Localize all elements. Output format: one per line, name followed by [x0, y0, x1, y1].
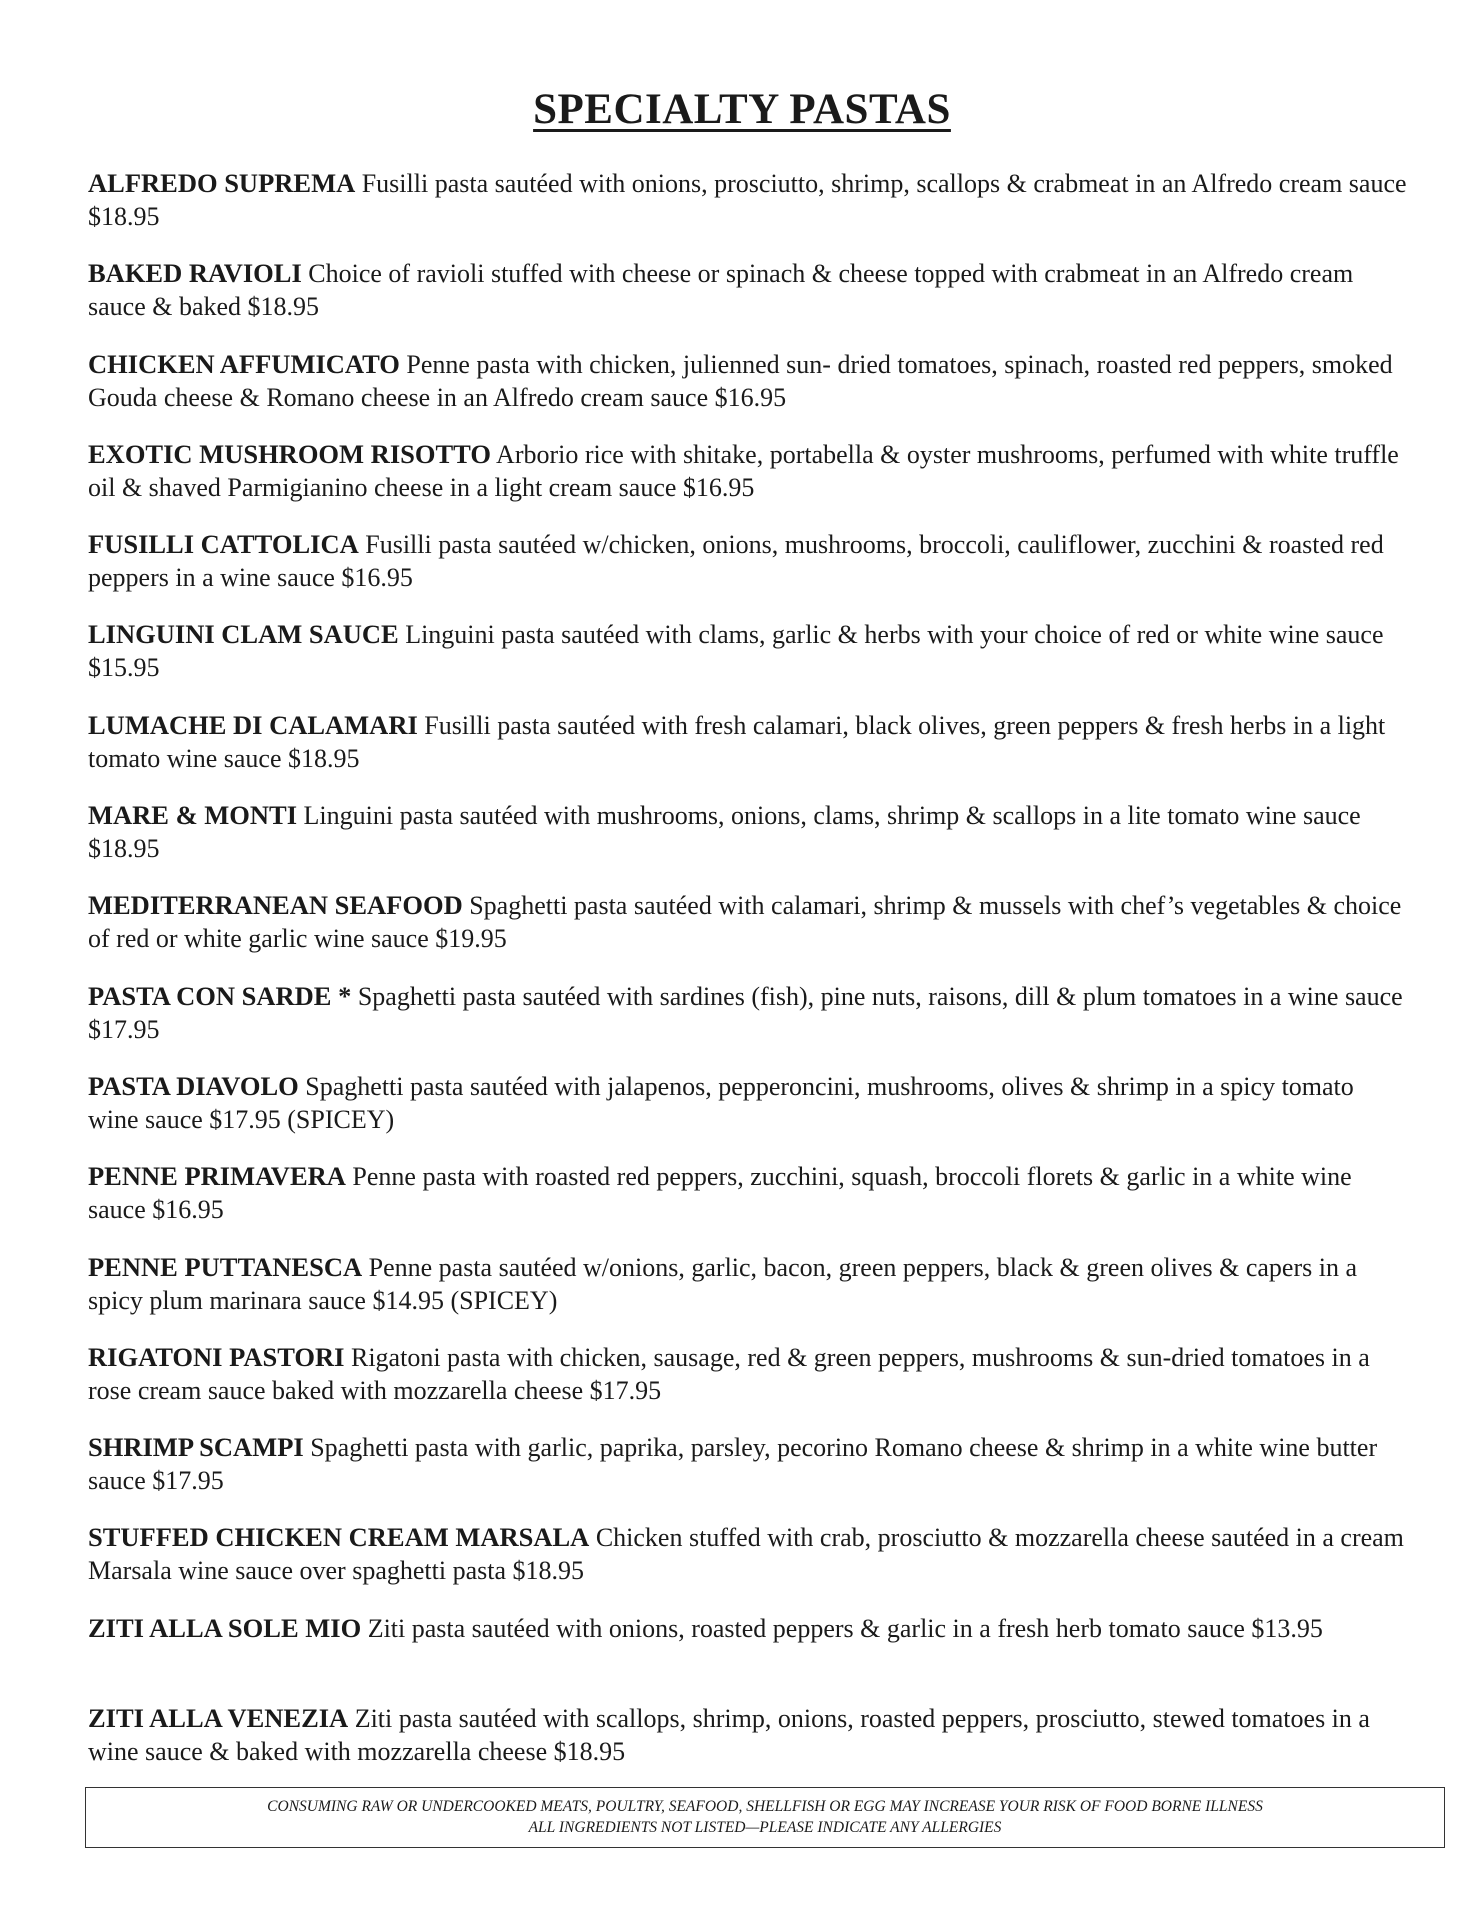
item-name: MARE & MONTI	[88, 800, 298, 831]
menu-item	[88, 799, 1408, 865]
item-description: Spaghetti pasta sautéed with jalapenos, pepperoncini, mushrooms, olives & shrimp in a spicy tomato wine sauce $17.95 (SPICEY)	[88, 1071, 1354, 1134]
page-title: SPECIALTY PASTAS	[533, 86, 951, 133]
item-name: EXOTIC MUSHROOM RISOTTO	[88, 438, 491, 469]
item-description: Linguini pasta sautéed with clams, garlic & herbs with your choice of red or white wine sauce $15.95	[88, 620, 1384, 683]
menu-item	[88, 438, 1408, 504]
item-description: Penne pasta with chicken, julienned sun- dried tomatoes, spinach, roasted red peppers, smoked Gouda cheese & Romano cheese in an Alfredo cream sauce $16.95	[88, 349, 1393, 412]
item-name: MEDITERRANEAN SEAFOOD	[88, 890, 463, 921]
item-name: CHICKEN AFFUMICATO	[88, 348, 400, 379]
item-name: LINGUINI CLAM SAUCE	[88, 619, 399, 650]
item-name: LUMACHE DI CALAMARI	[88, 709, 418, 740]
item-description: Ziti pasta sautéed with scallops, shrimp, onions, roasted peppers, prosciutto, stewed tomatoes in a wine sauce & baked with mozzarella cheese $18.95	[88, 1704, 1370, 1767]
item-description: Penne pasta sautéed w/onions, garlic, bacon, green peppers, black & green olives & capers in a spicy plum marinara sauce $14.95 (SPICEY)	[88, 1252, 1357, 1315]
item-name: RIGATONI PASTORI	[88, 1341, 345, 1372]
item-name: ZITI ALLA SOLE MIO	[88, 1612, 362, 1643]
menu-item	[88, 709, 1408, 775]
menu-item	[88, 1431, 1408, 1497]
item-name: PENNE PRIMAVERA	[88, 1161, 346, 1192]
menu-item	[88, 1160, 1408, 1226]
item-name: BAKED RAVIOLI	[88, 258, 302, 289]
menu-item	[88, 257, 1408, 323]
item-description: Spaghetti pasta sautéed with sardines (fish), pine nuts, raisons, dill & plum tomatoes in a wine sauce $17.95	[88, 981, 1403, 1044]
menu-item	[88, 167, 1408, 233]
menu-item	[88, 1521, 1408, 1587]
item-name: FUSILLI CATTOLICA	[88, 529, 359, 560]
item-name: SHRIMP SCAMPI	[88, 1432, 304, 1463]
item-name: ZITI ALLA VENEZIA	[88, 1703, 349, 1734]
item-description: Arborio rice with shitake, portabella & oyster mushrooms, perfumed with white truffle oil & shaved Parmigianino cheese in a light cream sauce $16.95	[88, 439, 1399, 502]
menu-list	[88, 167, 1408, 1792]
item-description: Penne pasta with roasted red peppers, zucchini, squash, broccoli florets & garlic in a white wine sauce $16.95	[88, 1162, 1352, 1225]
menu-item	[88, 348, 1408, 414]
menu-item	[88, 1702, 1408, 1768]
disclaimer-box	[85, 1787, 1445, 1848]
item-name: STUFFED CHICKEN CREAM MARSALA	[88, 1522, 590, 1553]
menu-item	[88, 618, 1408, 684]
item-description: Rigatoni pasta with chicken, sausage, red & green peppers, mushrooms & sun-dried tomatoes in a rose cream sauce baked with mozzarella cheese $17.95	[88, 1342, 1370, 1405]
item-name: PASTA CON SARDE *	[88, 980, 352, 1011]
item-description: Fusilli pasta sautéed with fresh calamari, black olives, green peppers & fresh herbs in a light tomato wine sauce $18.95	[88, 710, 1386, 773]
item-description: Spaghetti pasta with garlic, paprika, parsley, pecorino Romano cheese & shrimp in a white wine butter sauce $17.95	[88, 1433, 1378, 1496]
menu-item	[88, 1341, 1408, 1407]
item-description: Fusilli pasta sautéed with onions, prosciutto, shrimp, scallops & crabmeat in an Alfredo cream sauce $18.95	[88, 169, 1407, 231]
item-name: PASTA DIAVOLO	[88, 1070, 299, 1101]
menu-item	[88, 1070, 1408, 1136]
disclaimer-line-1: CONSUMING RAW OR UNDERCOOKED MEATS, POULTRY, SEAFOOD, SHELLFISH OR EGG MAY INCREASE YOUR RISK OF FOOD BORNE ILLNESS	[267, 1798, 1263, 1815]
menu-item	[88, 889, 1408, 955]
item-description: Fusilli pasta sautéed w/chicken, onions, mushrooms, broccoli, cauliflower, zucchini & roasted red peppers in a wine sauce $16.95	[88, 530, 1384, 593]
menu-item	[88, 1612, 1408, 1678]
item-description: Choice of ravioli stuffed with cheese or spinach & cheese topped with crabmeat in an Alfredo cream sauce & baked $18.95	[88, 259, 1354, 322]
item-name: ALFREDO SUPREMA	[88, 168, 356, 198]
menu-item	[88, 980, 1408, 1046]
item-description: Spaghetti pasta sautéed with calamari, shrimp & mussels with chef’s vegetables & choice of red or white garlic wine sauce $19.95	[88, 891, 1402, 954]
item-description: Linguini pasta sautéed with mushrooms, onions, clams, shrimp & scallops in a lite tomato wine sauce $18.95	[88, 801, 1361, 864]
menu-item	[88, 1251, 1408, 1317]
item-description: Chicken stuffed with crab, prosciutto & mozzarella cheese sautéed in a cream Marsala wine sauce over spaghetti pasta $18.95	[88, 1523, 1404, 1586]
item-name: PENNE PUTTANESCA	[88, 1251, 363, 1282]
menu-item	[88, 528, 1408, 594]
disclaimer-line-2: ALL INGREDIENTS NOT LISTED—PLEASE INDICATE ANY ALLERGIES	[528, 1819, 1002, 1836]
item-description: Ziti pasta sautéed with onions, roasted peppers & garlic in a fresh herb tomato sauce $13.95	[367, 1613, 1323, 1643]
